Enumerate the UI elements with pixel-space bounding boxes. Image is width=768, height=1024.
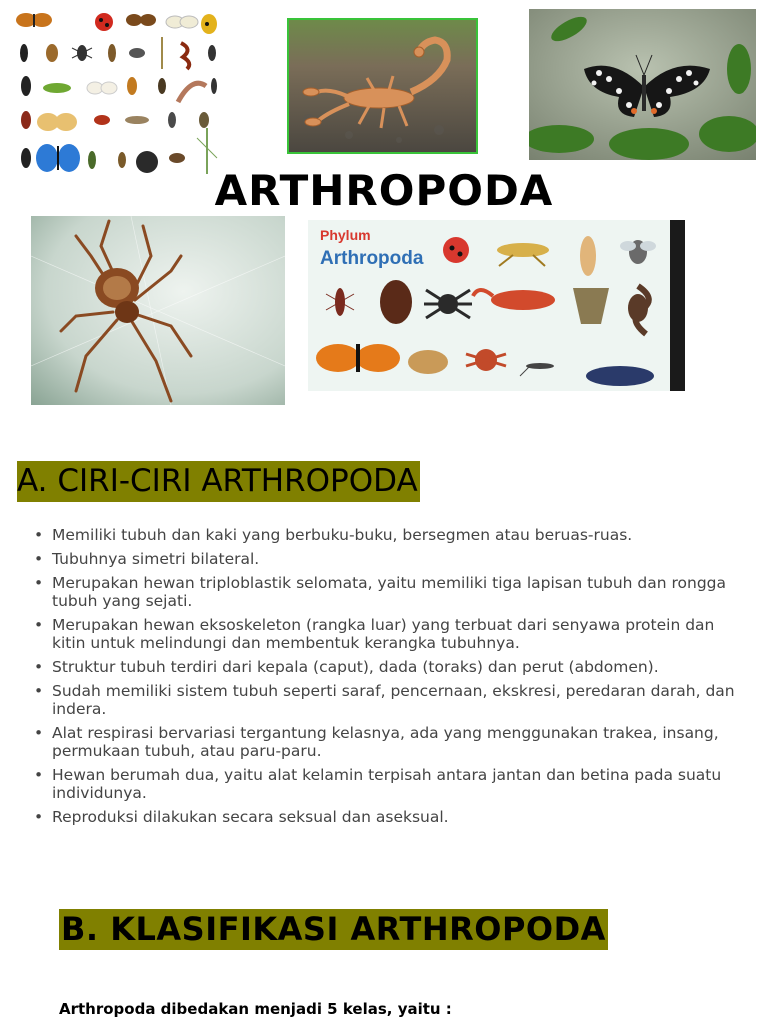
insects-collage-image — [12, 8, 224, 180]
scorpion-illustration — [289, 20, 476, 152]
list-item: • Merupakan hewan triploblastik selomata, yaitu memiliki tiga lapisan tubuh dan rongga tubuh yang sejati. — [34, 574, 740, 610]
list-item: • Hewan berumah dua, yaitu alat kelamin terpisah antara jantan dan betina pada suatu individunya. — [34, 766, 740, 802]
list-item: • Merupakan hewan eksoskeleton (rangka luar) yang terbuat dari senyawa protein dan kitin untuk melindungi dan membentuk kerangka tubuhnya. — [34, 616, 740, 652]
ciri-list — [34, 526, 740, 832]
section-b-heading: B. KLASIFIKASI ARTHROPODA — [61, 910, 606, 948]
page-title: ARTHROPODA — [214, 166, 554, 215]
insects-collage-illustration — [12, 8, 224, 180]
list-item: • Reproduksi dilakukan secara seksual dan aseksual. — [34, 808, 740, 826]
phylum-arthropoda-image — [308, 220, 685, 391]
list-item: • Struktur tubuh terdiri dari kepala (caput), dada (toraks) dan perut (abdomen). — [34, 658, 740, 676]
section-a-heading: A. CIRI-CIRI ARTHROPODA — [17, 461, 420, 502]
phylum-arthropoda-illustration — [308, 220, 685, 391]
section-b-intro: Arthropoda dibedakan menjadi 5 kelas, yaitu : — [59, 1000, 452, 1018]
list-item: • Alat respirasi bervariasi tergantung kelasnya, ada yang menggunakan trakea, insang, permukaan tubuh, atau paru-paru. — [34, 724, 740, 760]
scorpion-photo — [287, 18, 478, 154]
list-item: • Sudah memiliki sistem tubuh seperti saraf, pencernaan, ekskresi, peredaran darah, dan indera. — [34, 682, 740, 718]
spider-photo — [31, 216, 285, 405]
list-item: • Memiliki tubuh dan kaki yang berbuku-buku, bersegmen atau beruas-ruas. — [34, 526, 740, 544]
spider-illustration — [31, 216, 285, 405]
phylum-label: Phylum — [320, 227, 371, 243]
arthropoda-label: Arthropoda — [320, 248, 424, 269]
list-item: • Tubuhnya simetri bilateral. — [34, 550, 740, 568]
butterfly-photo — [529, 9, 756, 160]
butterfly-illustration — [529, 9, 756, 160]
